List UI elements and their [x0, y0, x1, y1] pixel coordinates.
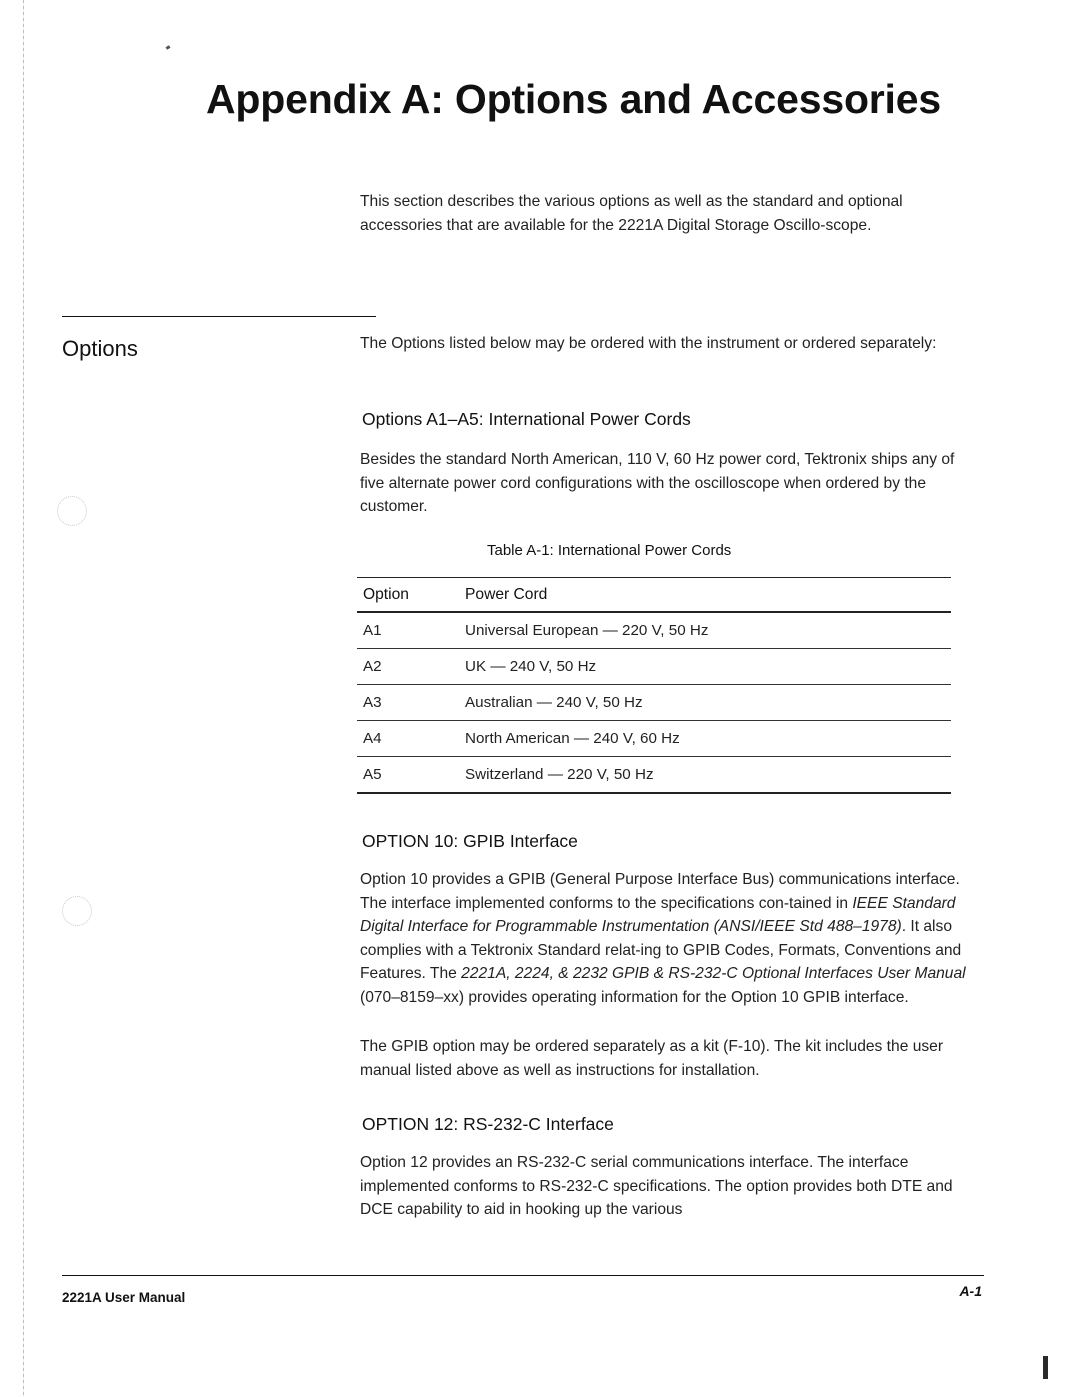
intro-paragraph: This section describes the various options as well as the standard and optional accessories that are available for the 2221A Digital Storage Oscillo-scope. — [360, 193, 903, 234]
gpib-paragraph — [360, 868, 980, 1009]
heading-rs232-interface: OPTION 12: RS-232-C Interface — [362, 1114, 614, 1134]
scan-speck — [166, 45, 171, 50]
table-row — [357, 612, 951, 649]
cell-power-cord: Universal European — 220 V, 50 Hz — [465, 622, 709, 639]
page-edge-mark — [1043, 1356, 1048, 1379]
footer-page-number: A-1 — [959, 1283, 982, 1299]
column-header-power-cord: Power Cord — [465, 585, 548, 603]
heading-gpib-interface: OPTION 10: GPIB Interface — [362, 831, 578, 851]
cell-option: A1 — [363, 622, 382, 639]
cell-option: A2 — [363, 658, 382, 675]
table-row — [357, 685, 951, 721]
page-title: Appendix A: Options and Accessories — [206, 76, 941, 122]
ieee-standard-citation: IEEE Standard Digital Interface for Programmable Instrumentation (ANSI/IEEE Std 488–1978) — [360, 894, 956, 935]
cell-power-cord: Australian — 240 V, 50 Hz — [465, 694, 643, 711]
footer-manual-title: 2221A User Manual — [62, 1290, 186, 1305]
gpib-text-3: (070–8159–xx) provides operating information for the Option 10 GPIB interface. — [360, 988, 909, 1006]
power-cord-table — [357, 577, 951, 794]
section-divider — [62, 316, 376, 317]
cell-power-cord: Switzerland — 220 V, 50 Hz — [465, 766, 654, 783]
table-header-row — [357, 578, 951, 613]
punch-hole-icon — [62, 896, 92, 926]
rs232-paragraph: Option 12 provides an RS-232-C serial communications interface. The interface implemented conforms to RS-232-C specifications. The option provides both DTE and DCE capability to aid in hooking up the various — [360, 1154, 953, 1218]
table-row — [357, 757, 951, 794]
options-intro-paragraph: The Options listed below may be ordered with the instrument or ordered separately: — [360, 335, 937, 352]
footer-divider — [62, 1275, 984, 1276]
power-cords-paragraph: Besides the standard North American, 110 V, 60 Hz power cord, Tektronix ships any of five alternate power cord configurations with the oscilloscope when ordered by the customer. — [360, 451, 955, 515]
cell-option: A5 — [363, 766, 382, 783]
table-row — [357, 721, 951, 757]
gpib-kit-paragraph: The GPIB option may be ordered separately as a kit (F-10). The kit includes the user manual listed above as well as instructions for installation. — [360, 1038, 944, 1079]
punch-hole-icon — [57, 496, 87, 526]
table-caption: Table A-1: International Power Cords — [487, 542, 732, 559]
gpib-text-1: Option 10 provides a GPIB (General Purpose Interface Bus) communications interface. The interface implemented conforms to the specifications con-tained in — [360, 871, 960, 912]
gpib-text-2: . It also complies with a Tektronix Standard relat-ing to GPIB Codes, Formats, Conventions and Features. The — [360, 918, 962, 982]
column-header-option: Option — [363, 585, 409, 603]
interfaces-manual-citation: 2221A, 2224, & 2232 GPIB & RS-232-C Optional Interfaces User Manual — [461, 965, 966, 982]
cell-option: A3 — [363, 694, 382, 711]
cell-power-cord: North American — 240 V, 60 Hz — [465, 730, 680, 747]
section-title-options: Options — [62, 336, 138, 361]
heading-power-cords: Options A1–A5: International Power Cords — [362, 409, 691, 429]
table-row — [357, 649, 951, 685]
cell-power-cord: UK — 240 V, 50 Hz — [465, 658, 597, 675]
cell-option: A4 — [363, 730, 382, 747]
scan-edge-line — [23, 0, 24, 1397]
